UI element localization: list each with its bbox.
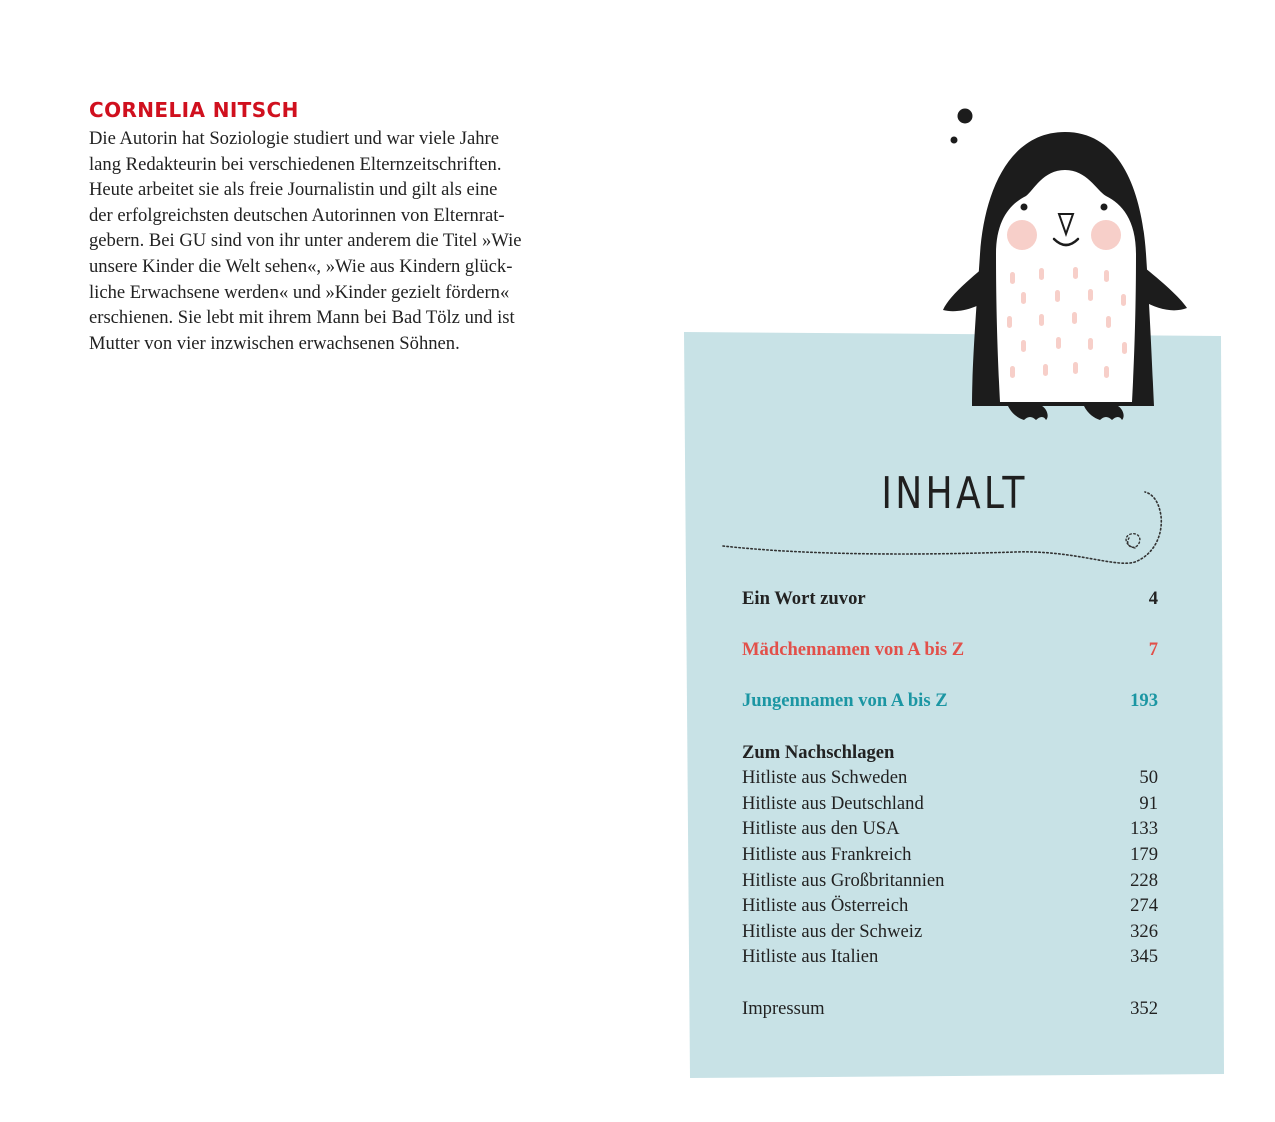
bio-line: Heute arbeitet sie als freie Journalistin und gilt als eine xyxy=(89,179,498,201)
impressum-label: Impressum xyxy=(742,997,825,1019)
author-bio xyxy=(89,126,563,356)
toc-entry-page: 193 xyxy=(1130,690,1158,712)
reference-entry-page: 91 xyxy=(1139,792,1158,814)
toc-entry xyxy=(742,688,1158,714)
reference-entry-page: 228 xyxy=(1130,869,1158,891)
reference-entry-page: 345 xyxy=(1130,946,1158,968)
reference-entry-label: Hitliste aus Österreich xyxy=(742,895,909,917)
reference-entry-label: Hitliste aus Großbritannien xyxy=(742,869,945,891)
reference-entry-label: Hitliste aus Italien xyxy=(742,946,879,968)
toc-entry xyxy=(742,586,1158,612)
reference-entry xyxy=(742,842,1158,868)
reference-entry-page: 133 xyxy=(1130,818,1158,840)
reference-entry xyxy=(742,944,1158,970)
reference-entry-label: Hitliste aus Schweden xyxy=(742,767,908,789)
impressum-page: 352 xyxy=(1130,997,1158,1019)
reference-entry-label: Hitliste aus den USA xyxy=(742,818,900,840)
toc-entry-label: Ein Wort zuvor xyxy=(742,588,866,609)
reference-entry-page: 274 xyxy=(1130,895,1158,917)
bio-line: Die Autorin hat Soziologie studiert und war viele Jahre xyxy=(89,128,499,149)
toc-entry-page: 4 xyxy=(1148,588,1158,609)
bio-line: gebern. Bei GU sind von ihr unter anderem die Titel »Wie xyxy=(89,230,522,252)
reference-entry xyxy=(742,919,1158,945)
toc-entry-label: Mädchennamen von A bis Z xyxy=(742,639,965,661)
bio-line: erschienen. Sie lebt mit ihrem Mann bei Bad Tölz und ist xyxy=(89,307,515,329)
toc-entry-label: Jungennamen von A bis Z xyxy=(742,690,948,712)
reference-entry xyxy=(742,765,1158,791)
impressum-entry xyxy=(742,996,1158,1022)
reference-entry-label: Hitliste aus Frankreich xyxy=(742,843,912,865)
bio-line: lang Redakteurin bei verschiedenen Elternzeitschriften. xyxy=(89,153,502,175)
toc-entry xyxy=(742,637,1158,663)
reference-heading: Zum Nachschlagen xyxy=(742,741,895,763)
reference-entry-page: 326 xyxy=(1130,920,1158,942)
reference-entry xyxy=(742,791,1158,817)
reference-entry-page: 50 xyxy=(1139,767,1158,789)
toc-entry-page: 7 xyxy=(1148,639,1158,661)
reference-entry xyxy=(742,816,1158,842)
penguin-icon xyxy=(938,104,1193,429)
reference-entry-label: Hitliste aus der Schweiz xyxy=(742,920,923,942)
reference-entry-label: Hitliste aus Deutschland xyxy=(742,792,924,814)
author-block xyxy=(89,97,563,356)
toc-list xyxy=(742,586,1158,1021)
bio-line: der erfolgreichsten deutschen Autorinnen von Elternrat- xyxy=(89,204,505,226)
title-underline xyxy=(715,488,1175,578)
reference-entry xyxy=(742,893,1158,919)
bio-line: liche Erwachsene werden« und »Kinder gezielt fördern« xyxy=(89,281,510,303)
reference-entry xyxy=(742,868,1158,894)
author-name: CORNELIA NITSCH xyxy=(89,98,299,122)
bio-line: unsere Kinder die Welt sehen«, »Wie aus Kindern glück- xyxy=(89,255,513,277)
reference-entry-page: 179 xyxy=(1130,843,1158,865)
bio-line: Mutter von vier inzwischen erwachsenen Söhnen. xyxy=(89,332,460,354)
toc-title: INHALT xyxy=(881,468,1028,519)
